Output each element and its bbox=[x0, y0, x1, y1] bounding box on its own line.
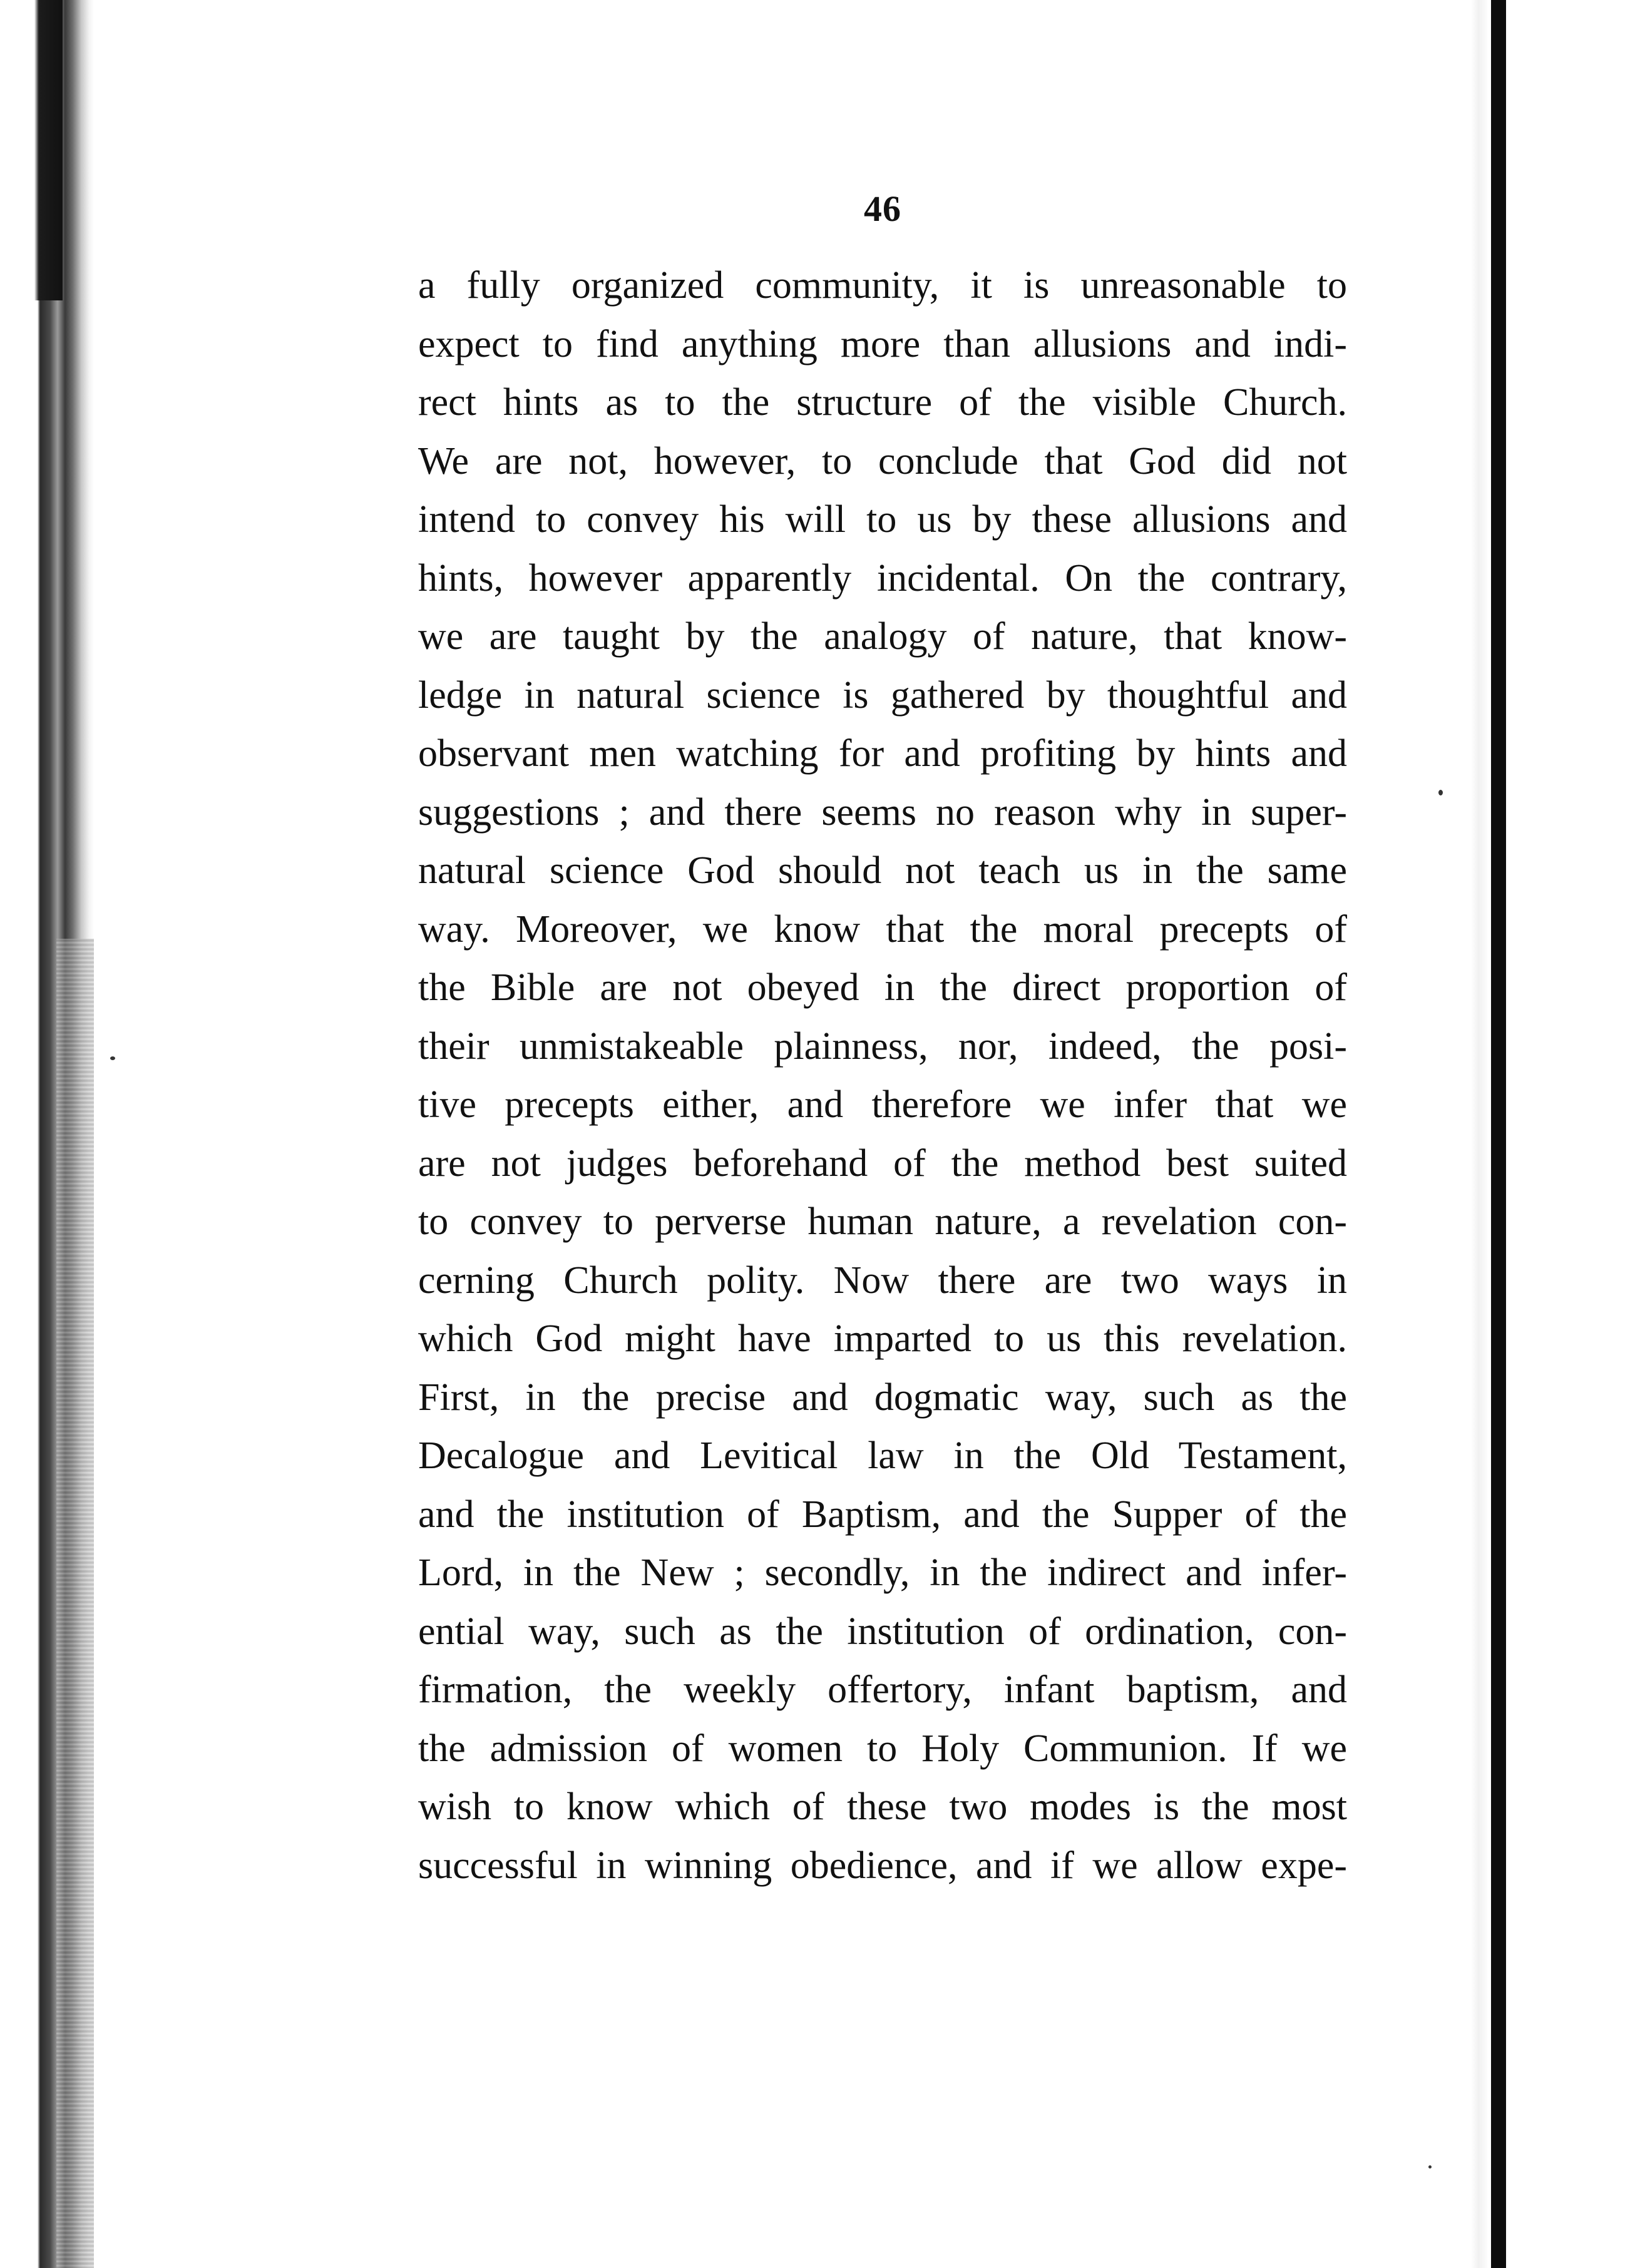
text-line: we are taught by the analogy of nature, that know- bbox=[418, 615, 1347, 658]
text-line: which God might have imparted to us this revelation. bbox=[418, 1317, 1347, 1360]
text-line: are not judges beforehand of the method best suited bbox=[418, 1142, 1347, 1185]
text-line: their unmistakeable plainness, nor, indeed, the posi- bbox=[418, 1024, 1347, 1068]
text-line: firmation, the weekly offertory, infant baptism, and bbox=[418, 1668, 1347, 1711]
ink-speck bbox=[110, 1056, 115, 1060]
text-line: Decalogue and Levitical law in the Old Testament, bbox=[418, 1434, 1347, 1477]
text-line: and the institution of Baptism, and the Supper of the bbox=[418, 1493, 1347, 1536]
text-line: successful in winning obedience, and if we allow expe- bbox=[418, 1844, 1347, 1887]
ink-speck bbox=[1428, 2165, 1432, 2168]
text-line: the admission of women to Holy Communion. If we bbox=[418, 1727, 1347, 1770]
text-line: Lord, in the New ; secondly, in the indirect and infer- bbox=[418, 1551, 1347, 1594]
text-line: ledge in natural science is gathered by thoughtful and bbox=[418, 673, 1347, 717]
text-line: intend to convey his will to us by these allusions and bbox=[418, 498, 1347, 541]
text-line: rect hints as to the structure of the visible Church. bbox=[418, 381, 1347, 424]
text-line: observant men watching for and profiting by hints and bbox=[418, 732, 1347, 775]
text-line: We are not, however, to conclude that God did not bbox=[418, 439, 1347, 483]
page-edge-fringe bbox=[56, 939, 94, 2268]
book-spine-shadow bbox=[0, 0, 63, 300]
text-line: tive precepts either, and therefore we infer that we bbox=[418, 1083, 1347, 1126]
text-line: way. Moreover, we know that the moral precepts of bbox=[418, 907, 1347, 951]
text-line: ential way, such as the institution of ordination, con- bbox=[418, 1610, 1347, 1653]
facing-page-edge bbox=[1487, 0, 1635, 2268]
text-line: the Bible are not obeyed in the direct proportion of bbox=[418, 966, 1347, 1009]
text-line: First, in the precise and dogmatic way, such as the bbox=[418, 1376, 1347, 1419]
page-number: 46 bbox=[864, 188, 901, 229]
text-line: hints, however apparently incidental. On the contrary, bbox=[418, 556, 1347, 600]
text-line: wish to know which of these two modes is the most bbox=[418, 1785, 1347, 1828]
facing-page-border bbox=[1491, 0, 1506, 2268]
text-line: to convey to perverse human nature, a revelation con- bbox=[418, 1200, 1347, 1243]
text-line: cerning Church polity. Now there are two ways in bbox=[418, 1259, 1347, 1302]
text-line: a fully organized community, it is unreasonable to bbox=[418, 264, 1347, 307]
ink-speck bbox=[1438, 790, 1443, 795]
text-line: natural science God should not teach us in the same bbox=[418, 849, 1347, 892]
text-line: suggestions ; and there seems no reason why in super- bbox=[418, 790, 1347, 834]
body-text bbox=[418, 257, 1347, 1895]
text-line: expect to find anything more than allusions and indi- bbox=[418, 322, 1347, 365]
